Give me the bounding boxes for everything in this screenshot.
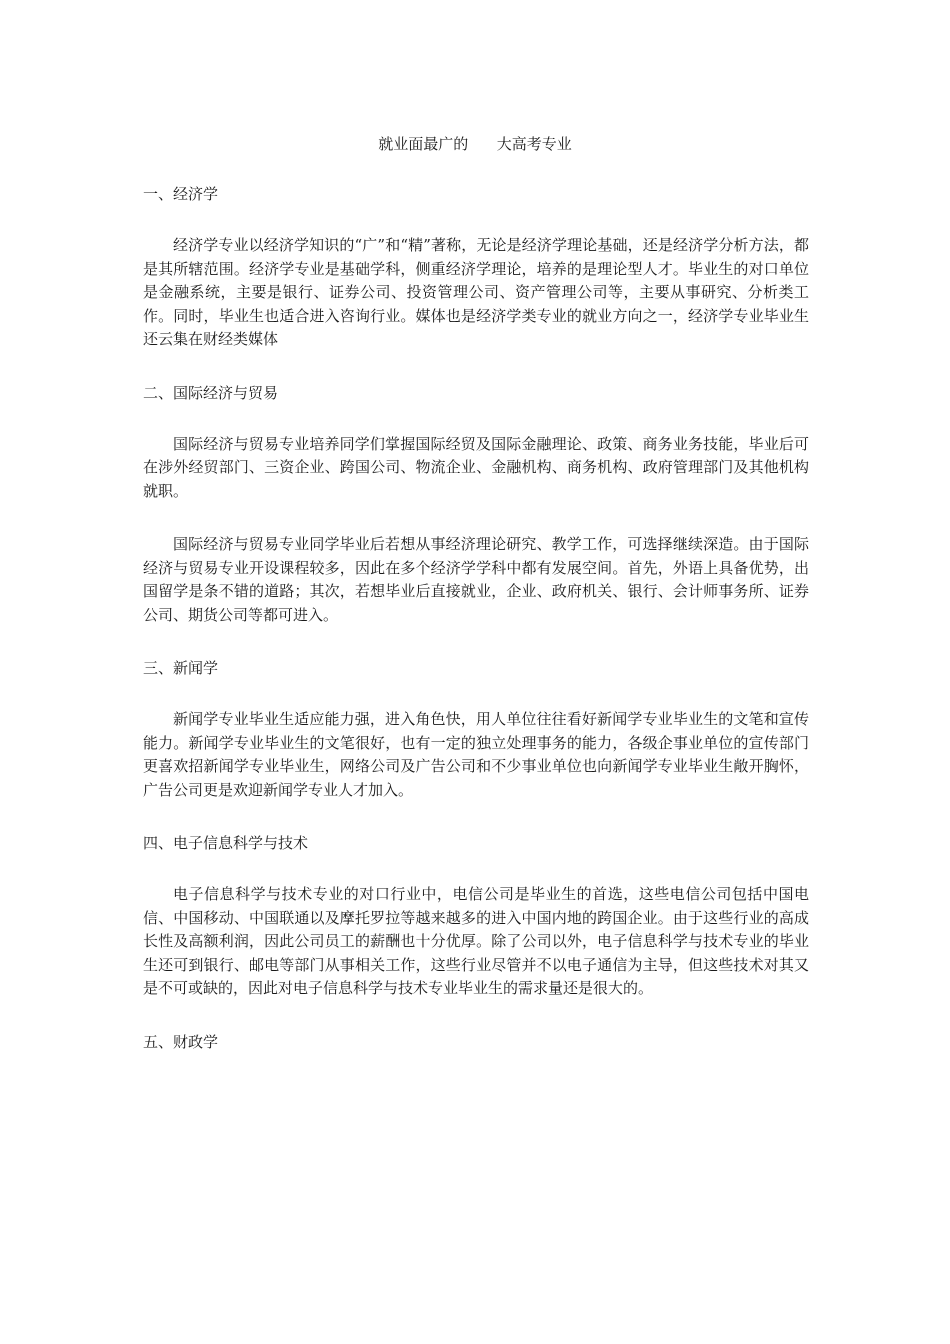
section-electronic-info <box>143 832 809 1031</box>
section-heading: 二、国际经济与贸易 <box>143 383 279 402</box>
section-journalism <box>143 657 809 832</box>
section-heading: 四、电子信息科学与技术 <box>143 834 309 852</box>
section-economics <box>143 183 809 382</box>
document-body <box>143 183 809 1053</box>
section-heading: 五、财政学 <box>143 1032 219 1051</box>
section-international-trade <box>143 382 809 658</box>
section-heading: 一、经济学 <box>143 185 219 203</box>
section-paragraph: 电子信息科学与技术专业的对口行业中，电信公司是毕业生的首选，这些电信公司包括中国电信、中国移动、中国联通以及摩托罗拉等越来越多的进入中国内地的跨国企业。由于这些行业的高成长性及高额利润，因此公司员工的薪酬也十分优厚。除了公司以外，电子信息科学与技术专业的毕业生还可到银行、邮电等部门从事相关工作，这些行业尽管并不以电子通信为主导，但这些技术对其又是不可或缺的，因此对电子信息科学与技术专业毕业生的需求量还是很大的。 <box>143 885 809 997</box>
section-paragraph: 新闻学专业毕业生适应能力强，进入角色快，用人单位往往看好新闻学专业毕业生的文笔和宣传能力。新闻学专业毕业生的文笔很好，也有一定的独立处理事务的能力，各级企事业单位的宣传部门更喜欢招新闻学专业毕业生，网络公司及广告公司和不少事业单位也向新闻学专业毕业生敞开胸怀，广告公司更是欢迎新闻学专业人才加入。 <box>143 710 809 799</box>
section-paragraph: 国际经济与贸易专业培养同学们掌握国际经贸及国际金融理论、政策、商务业务技能，毕业后可在涉外经贸部门、三资企业、跨国公司、物流企业、金融机构、商务机构、政府管理部门及其他机构就职。 <box>143 434 809 500</box>
section-public-finance <box>143 1031 809 1053</box>
section-paragraph: 经济学专业以经济学知识的“广”和“精”著称，无论是经济学理论基础，还是经济学分析方法，都是其所辖范围。经济学专业是基础学科，侧重经济学理论，培养的是理论型人才。毕业生的对口单位是金融系统，主要是银行、证券公司、投资管理公司、资产管理公司等，主要从事研究、分析类工作。同时，毕业生也适合进入咨询行业。媒体也是经济学类专业的就业方向之一，经济学专业毕业生还云集在财经类媒体 <box>143 236 809 348</box>
document-title: 就业面最广的 大高考专业 <box>378 135 572 153</box>
section-paragraph: 国际经济与贸易专业同学毕业后若想从事经济理论研究、教学工作，可选择继续深造。由于国际经济与贸易专业开设课程较多，因此在多个经济学学科中都有发展空间。首先，外语上具备优势，出国留学是条不错的道路；其次，若想毕业后直接就业，企业、政府机关、银行、会计师事务所、证券公司、期货公司等都可进入。 <box>143 535 809 624</box>
section-heading: 三、新闻学 <box>143 659 219 677</box>
